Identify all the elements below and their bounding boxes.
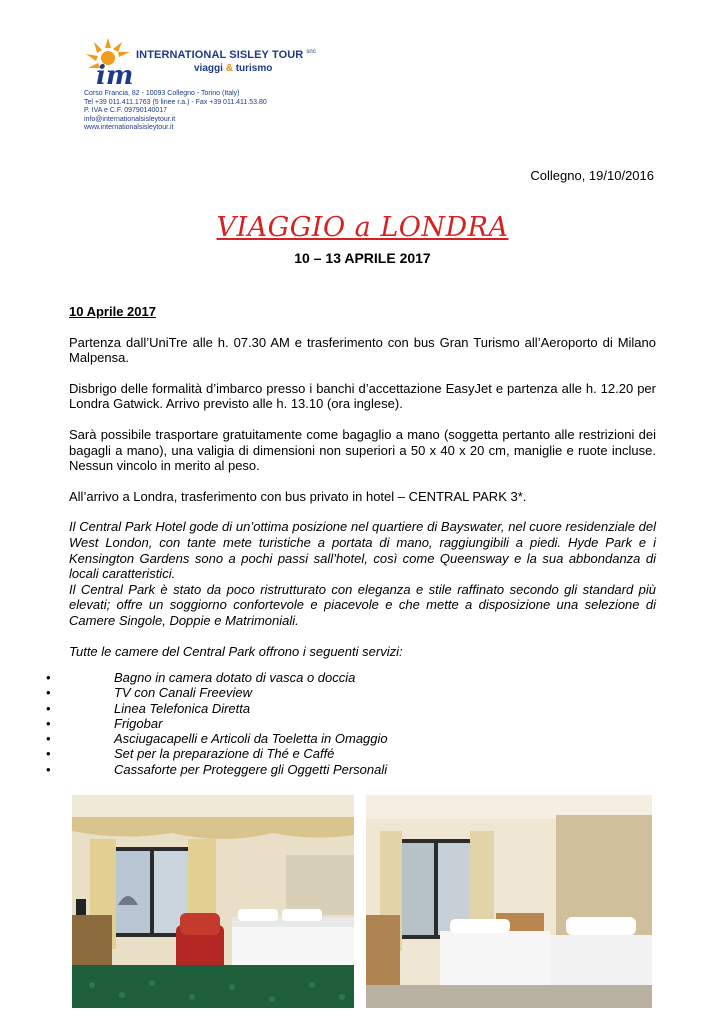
list-item — [46, 762, 388, 777]
document-title: VIAGGIO a LONDRA — [216, 212, 509, 243]
logo-letters: im — [96, 61, 134, 91]
service-text: Asciugacapelli e Articoli da Toeletta in Omaggio — [114, 731, 388, 747]
services-intro: Tutte le camere del Central Park offrono i seguenti servizi: — [69, 643, 403, 659]
service-text: Bagno in camera dotato di vasca o doccia — [114, 670, 356, 685]
hotel-room-photo-twin — [366, 795, 652, 1008]
company-name-text: INTERNATIONAL SISLEY TOUR — [136, 49, 304, 61]
phone-line: Tel +39 011.411.1763 (5 linee r.a.) - Fax +39 011.411.53.80 — [84, 98, 267, 106]
service-text: Set per la preparazione di Thé e Caffé — [114, 746, 335, 762]
tagline-part-1: viaggi — [194, 63, 223, 74]
document-subtitle: 10 – 13 APRILE 2017 — [294, 250, 431, 266]
hotel-description-2: Il Central Park è stato da poco ristrutturato con eleganza e stile raffinato secondo gli standard più elevati; offre un soggiorno confortevole e piacevole e che mette a disposizione una selezione di Camere Singole, Doppie e Matrimoniali. — [69, 581, 656, 628]
bullet-icon: • — [46, 685, 51, 701]
paragraph-boarding: Disbrigo delle formalità d’imbarco presso i banchi d’accettazione EasyJet e partenza alle h. 12.20 per Londra Gatwick. Arrivo previsto alle h. 13.10 (ora inglese). — [69, 380, 656, 412]
tagline-part-2: turismo — [235, 63, 273, 74]
website-link[interactable]: www.internationalsisleytour.it — [84, 124, 174, 132]
list-item — [46, 685, 388, 700]
email-link[interactable]: info@internationalsisleytour.it — [84, 115, 176, 123]
service-text: Linea Telefonica Diretta — [114, 700, 251, 716]
itinerary-content — [69, 304, 656, 659]
document-date: Collegno, 19/10/2016 — [530, 168, 654, 183]
bullet-icon: • — [46, 746, 51, 762]
bullet-icon: • — [46, 715, 51, 731]
tagline-ampersand: & — [225, 63, 233, 74]
paragraph-luggage: Sarà possibile trasportare gratuitamente come bagaglio a mano (soggetta pertanto alle restrizioni dei bagagli a mano), una valigia di dimensioni non superiori a 50 x 40 x 20 cm, maniglie e ruote incluse. Nessun vincolo in merito al peso. — [69, 426, 656, 474]
bullet-icon: • — [46, 700, 51, 716]
company-suffix: snc — [306, 49, 316, 56]
paragraph-departure: Partenza dall’UniTre alle h. 07.30 AM e trasferimento con bus Gran Turismo all’Aeroporto di Milano Malpensa. — [69, 334, 656, 366]
company-name — [136, 49, 316, 61]
address-line: Corso Francia, 82 - 10093 Collegno - Torino (Italy) — [84, 90, 240, 97]
company-tagline — [194, 63, 272, 74]
list-item — [46, 670, 388, 685]
list-item — [46, 746, 388, 761]
bullet-icon: • — [46, 670, 51, 685]
services-list — [46, 670, 388, 777]
list-item — [46, 701, 388, 716]
company-logo — [84, 36, 384, 92]
day-heading: 10 Aprile 2017 — [69, 304, 156, 319]
list-item — [46, 716, 388, 731]
hotel-room-photo-double — [72, 795, 354, 1008]
bullet-icon: • — [46, 761, 51, 777]
service-text: TV con Canali Freeview — [114, 685, 252, 701]
service-text: Cassaforte per Proteggere gli Oggetti Personali — [114, 761, 388, 777]
service-text: Frigobar — [114, 715, 163, 731]
sun-logo-icon — [84, 36, 144, 92]
bullet-icon: • — [46, 731, 51, 747]
company-address — [84, 90, 267, 133]
vat-line: P. IVA e C.F. 09790140017 — [84, 107, 168, 115]
hotel-description-1: Il Central Park Hotel gode di un’ottima posizione nel quartiere di Bayswater, nel cuore residenziale del West London, con tante mete turistiche a portata di mano, raggiungibili a piedi. Hyde Park e i Kensington Gardens sono a pochi passi sall’hotel, così come Queensway e la sua abbondanza di locali caratteristici. — [69, 519, 656, 582]
list-item — [46, 731, 388, 746]
paragraph-arrival: All’arrivo a Londra, trasferimento con bus privato in hotel – CENTRAL PARK 3*. — [69, 488, 527, 504]
